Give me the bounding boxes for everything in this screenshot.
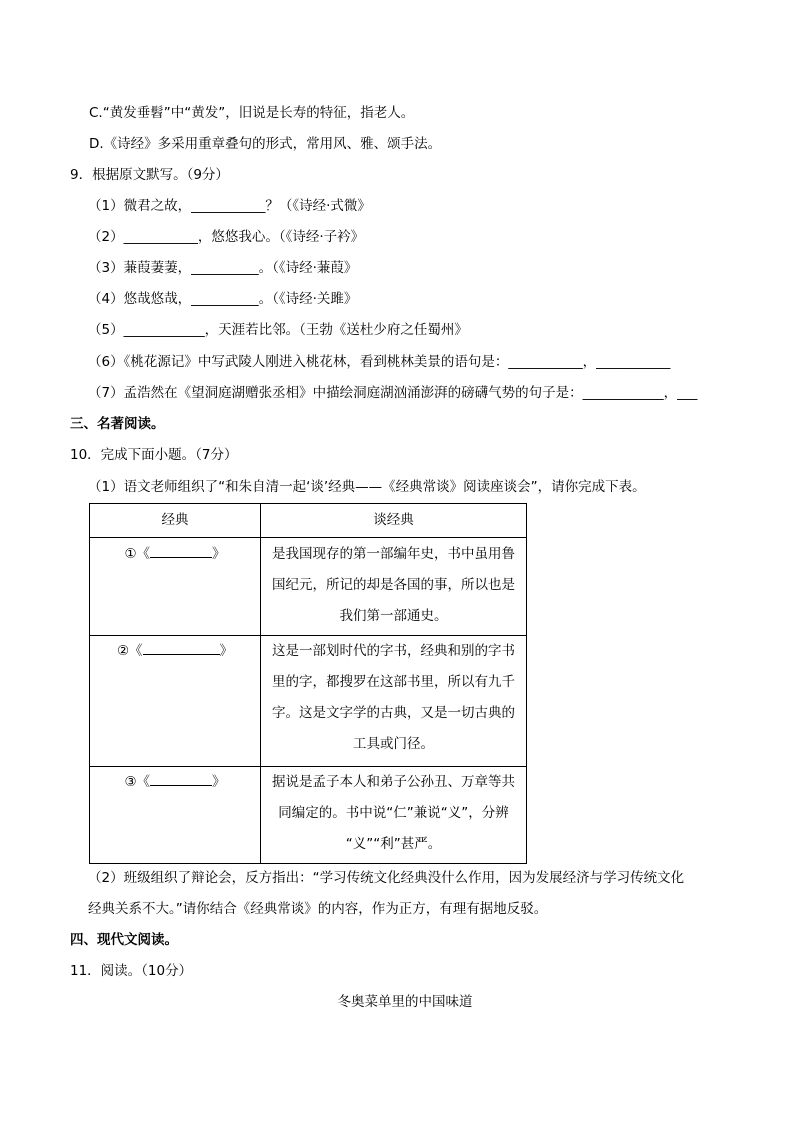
cell-line: 这是一部划时代的字书，经典和别的字书 <box>272 643 515 659</box>
cell-line: “义”“利”甚严。 <box>345 836 442 852</box>
question-11: 11．阅读。（10分） <box>70 963 193 979</box>
answer-blank[interactable] <box>150 773 212 786</box>
header-discussion: 谈经典 <box>261 504 527 538</box>
answer-blank[interactable] <box>143 642 220 655</box>
question-10: 10．完成下面小题。（7分） <box>70 447 238 463</box>
table-row <box>90 767 527 864</box>
question-10-1: （1）语文老师组织了“和朱自清一起‘谈’经典——《经典常谈》阅读座谈会”，请你完成下表。 <box>88 479 646 495</box>
cell-line: 同编定的。书中说“仁”兼说“义”，分辨 <box>278 805 509 821</box>
option-d: D.《诗经》多采用重章叠句的形式，常用风、雅、颂手法。 <box>89 136 442 152</box>
answer-blank[interactable] <box>150 545 212 558</box>
blank-open: ③《 <box>124 774 151 790</box>
cell-line: 我们第一部通史。 <box>339 608 448 624</box>
question-9-6: （6）《桃花源记》中写武陵人刚进入桃花林，看到桃林美景的语句是：___________，___________ <box>88 354 671 370</box>
cell-line: 工具或门径。 <box>353 736 434 752</box>
section-3-heading: 三、名著阅读。 <box>70 416 165 432</box>
cell-line: 里的字，都搜罗在这部书里，所以有九千 <box>272 674 515 690</box>
blank-open: ②《 <box>116 643 143 659</box>
book-blank-2[interactable] <box>90 636 261 767</box>
discussion-cell <box>261 636 527 767</box>
cell-line: 据说是孟子本人和弟子公孙丑、万章等共 <box>272 774 515 790</box>
header-classic: 经典 <box>90 504 261 538</box>
question-9-2: （2）___________，悠悠我心。（《诗经·子衿》 <box>88 229 365 245</box>
question-9-1: （1）微君之故，___________？（《诗经·式微》 <box>88 198 371 214</box>
table-row <box>90 538 527 636</box>
blank-close: 》 <box>219 643 234 659</box>
discussion-cell <box>261 767 527 864</box>
table-row <box>90 636 527 767</box>
question-9: 9．根据原文默写。（9分） <box>70 167 229 183</box>
book-blank-3[interactable] <box>90 767 261 864</box>
question-9-3: （3）蒹葭萋萋，__________。（《诗经·蒹葭》 <box>88 260 358 276</box>
question-9-7: （7）孟浩然在《望洞庭湖赠张丞相》中描绘洞庭湖汹涌澎湃的磅礴气势的句子是：____________，___ <box>88 385 698 401</box>
cell-line: 字。这是文字学的古典，又是一切古典的 <box>272 705 515 721</box>
section-4-heading: 四、现代文阅读。 <box>70 932 178 948</box>
cell-line: 是我国现存的第一部编年史，书中虽用鲁 <box>272 546 515 562</box>
table-header <box>90 504 527 538</box>
article-title: 冬奥菜单里的中国味道 <box>337 994 473 1010</box>
cell-line: 国纪元，所记的却是各国的事，所以也是 <box>272 577 515 593</box>
question-10-2: （2）班级组织了辩论会，反方指出：“学习传统文化经典没什么作用，因为发展经济与学习传统文化 <box>88 870 685 886</box>
blank-close: 》 <box>212 774 226 790</box>
question-9-5: （5）____________，天涯若比邻。（王勃《送杜少府之任蜀州》 <box>88 322 468 338</box>
blank-open: ①《 <box>124 546 151 562</box>
question-9-4: （4）悠哉悠哉，__________。（《诗经·关雎》 <box>88 291 358 307</box>
discussion-cell <box>261 538 527 636</box>
classics-table <box>89 503 527 864</box>
blank-close: 》 <box>212 546 226 562</box>
question-10-2-cont: 经典关系不大。”请你结合《经典常谈》的内容，作为正方，有理有据地反驳。 <box>88 901 548 917</box>
option-c: C.“黄发垂髫”中“黄发”，旧说是长寿的特征，指老人。 <box>89 105 415 121</box>
book-blank-1[interactable] <box>90 538 261 636</box>
